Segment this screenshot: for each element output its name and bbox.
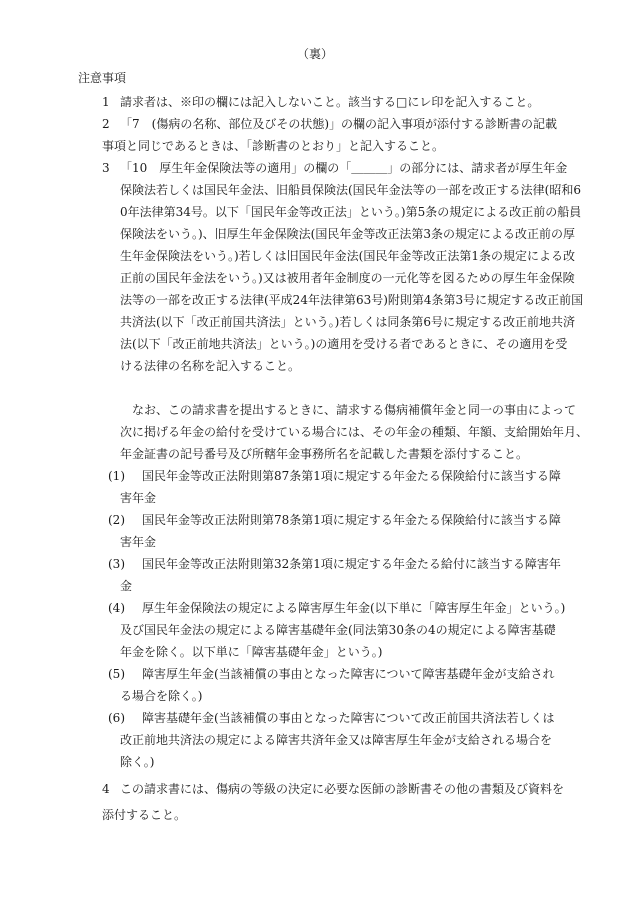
subitem-text-line: 国民年金等改正法附則第32条第1項に規定する年金たる給付に該当する障害年 — [142, 557, 561, 571]
subitem-number: (1) — [108, 469, 125, 483]
item-text-line: 共済法(以下「改正前国共済法」という。)若しくは同条第6号に規定する改正前地共済 — [120, 315, 576, 329]
subitem-text-line: 害年金 — [120, 535, 157, 549]
item-text-line: 0年法律第34号。以下「国民年金等改正法」という。)第5条の規定による改正前の船員 — [120, 205, 582, 219]
note-text-line: 次に掲げる年金の給付を受けている場合には、その年金の種類、年額、支給開始年月、 — [120, 425, 589, 439]
note-text-line: 年金証書の記号番号及び所轄年金事務所名を記載した書類を添付すること。 — [120, 447, 529, 461]
item-text-line: ける法律の名称を記入すること。 — [120, 359, 301, 373]
item-text-line: 保険法若しくは国民年金法、旧船員保険法(国民年金法等の一部を改正する法律(昭和6 — [120, 183, 582, 197]
item-number: 4 — [102, 782, 110, 796]
subitem-text-line: 国民年金等改正法附則第87条第1項に規定する年金たる保険給付に該当する障 — [142, 469, 561, 483]
item-text-line: 保険法をいう。)、旧厚生年金保険法(国民年金等改正法第3条の規定による改正前の厚 — [120, 227, 576, 241]
subitem-text-line: 除く。) — [120, 755, 155, 769]
item-text-line: 「7 (傷病の名称、部位及びその状態)」の欄の記入事項が添付する診断書の記載 — [120, 117, 558, 131]
item-text-line: 事項と同じであるときは、「診断書のとおり」と記入すること。 — [102, 139, 445, 153]
item-text-line: 「10 厚生年金保険法等の適用」の欄の「＿＿＿」の部分には、請求者が厚生年金 — [120, 161, 568, 175]
subitem-number: (2) — [108, 513, 125, 527]
subitem-text-line: 国民年金等改正法附則第78条第1項に規定する年金たる保険給付に該当する障 — [142, 513, 561, 527]
item-text-line: 法等の一部を改正する法律(平成24年法律第63号)附則第4条第3号に規定する改正前国 — [120, 293, 584, 307]
subitem-number: (5) — [108, 667, 125, 681]
item-text-line: 請求者は、※印の欄には記入しないこと。該当する□にレ印を記入すること。 — [120, 95, 540, 109]
item-number: 1 — [102, 95, 110, 109]
subitem-text-line: 厚生年金保険法の規定による障害厚生年金(以下単に「障害厚生年金」という。) — [142, 601, 566, 615]
subitem-number: (6) — [108, 711, 125, 725]
subitem-text-line: 害年金 — [120, 491, 157, 505]
page-title: （裏） — [296, 47, 333, 61]
item-text-line: 生年金保険法をいう。)若しくは旧国民年金法(国民年金等改正法第1条の規定による改 — [120, 249, 576, 263]
item-number: 3 — [102, 161, 110, 175]
item-text-line: 正前の国民年金法をいう。)又は被用者年金制度の一元化等を図るための厚生年金保険 — [120, 271, 575, 285]
note-text-line: なお、この請求書を提出するときに、請求する傷病補償年金と同一の事由によって — [132, 403, 577, 417]
subitem-text-line: 金 — [120, 579, 133, 593]
subitem-number: (4) — [108, 601, 125, 615]
section-heading: 注意事項 — [78, 71, 127, 85]
item-text-line: 法(以下「改正前地共済法」という。)の適用を受ける者であるときに、その適用を受 — [120, 337, 568, 351]
subitem-text-line: 障害基礎年金(当該補償の事由となった障害について改正前国共済法若しくは — [142, 711, 555, 725]
subitem-text-line: 年金を除く。以下単に「障害基礎年金」という。) — [120, 645, 383, 659]
item-text-line: 添付すること。 — [102, 808, 187, 822]
subitem-text-line: る場合を除く。) — [120, 689, 203, 703]
item-number: 2 — [102, 117, 110, 131]
subitem-number: (3) — [108, 557, 125, 571]
subitem-text-line: 改正前地共済法の規定による障害共済年金又は障害厚生年金が支給される場合を — [120, 733, 553, 747]
subitem-text-line: 障害厚生年金(当該補償の事由となった障害について障害基礎年金が支給され — [142, 667, 555, 681]
item-text-line: この請求書には、傷病の等級の決定に必要な医師の診断書その他の書類及び資料を — [120, 782, 565, 796]
subitem-text-line: 及び国民年金法の規定による障害基礎年金(同法第30条の4の規定による障害基礎 — [120, 623, 556, 637]
